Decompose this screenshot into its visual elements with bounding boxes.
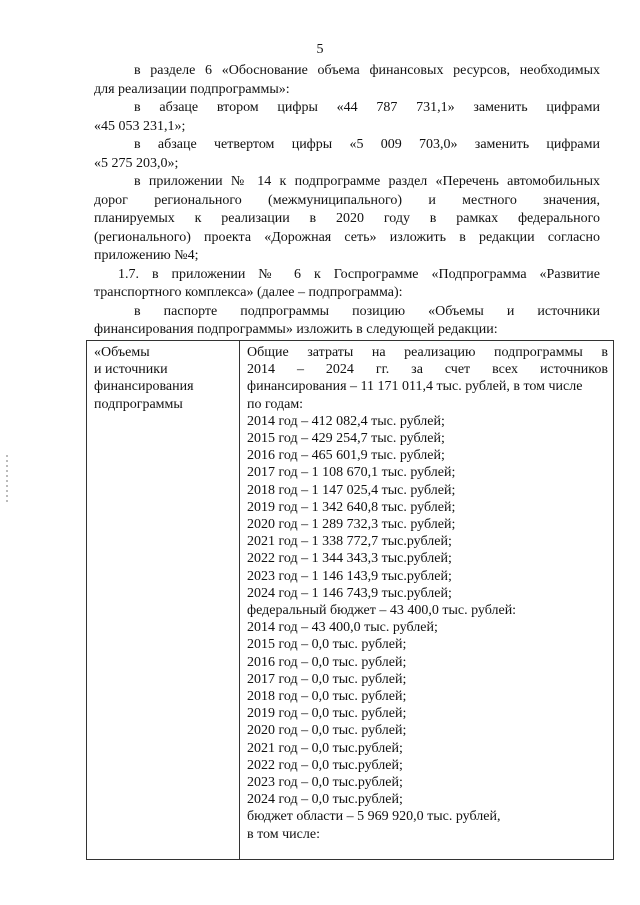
paragraph-line: планируемых к реализации в 2020 году в рамках федерального xyxy=(94,211,600,226)
passport-value-line: 2015 год – 0,0 тыс. рублей; xyxy=(247,637,407,653)
paragraph-line: 1.7. в приложении № 6 к Госпрограмме «Подпрограмма «Развитие xyxy=(118,266,600,282)
passport-value-line: 2018 год – 0,0 тыс. рублей; xyxy=(247,689,407,705)
passport-value-line: федеральный бюджет – 43 400,0 тыс. рублей: xyxy=(247,603,517,619)
passport-value-line: 2021 год – 1 338 772,7 тыс.рублей; xyxy=(247,534,452,550)
passport-label-line: финансирования xyxy=(94,379,194,395)
paragraph-line: «5 275 203,0»; xyxy=(94,155,179,171)
paragraph-line: (регионального) проекта «Дорожная сеть» изложить в редакции согласно xyxy=(94,229,600,245)
passport-value-line: 2023 год – 1 146 143,9 тыс.рублей; xyxy=(247,568,452,584)
paragraph-line: в приложении № 14 к подпрограмме раздел «Перечень автомобильных xyxy=(134,174,600,189)
passport-value-cell xyxy=(240,341,614,860)
passport-value-line: 2016 год – 465 601,9 тыс. рублей; xyxy=(247,448,445,464)
passport-label-line: и источники xyxy=(94,362,168,378)
passport-value-line: 2014 год – 43 400,0 тыс. рублей; xyxy=(247,620,438,636)
paragraph-line: транспортного комплекса» (далее – подпрограмма): xyxy=(94,285,403,300)
page-number: 5 xyxy=(316,42,324,57)
passport-value-line: финансирования – 11 171 011,4 тыс. рублей, в том числе xyxy=(247,379,583,395)
passport-value-line: 2015 год – 429 254,7 тыс. рублей; xyxy=(247,431,445,447)
passport-value-line: 2022 год – 0,0 тыс.рублей; xyxy=(247,757,403,773)
passport-value-line: 2014 год – 412 082,4 тыс. рублей; xyxy=(247,413,445,429)
passport-value-line: 2023 год – 0,0 тыс.рублей; xyxy=(247,775,403,791)
paragraph-line: «45 053 231,1»; xyxy=(94,118,186,134)
paragraph-line: приложению №4; xyxy=(94,248,199,263)
paragraph-line: дорог регионального (межмуниципального) и местного значения, xyxy=(94,192,600,208)
paragraph-line: в паспорте подпрограммы позицию «Объемы и источники xyxy=(134,303,600,319)
paragraph-line: в разделе 6 «Обоснование объема финансовых ресурсов, необходимых xyxy=(134,63,600,78)
passport-value-line: 2024 год – 1 146 743,9 тыс.рублей; xyxy=(247,585,452,601)
passport-value-line: 2019 год – 1 342 640,8 тыс. рублей; xyxy=(247,499,456,515)
paragraph-line: финансирования подпрограммы» изложить в следующей редакции: xyxy=(94,322,498,337)
passport-value-line: Общие затраты на реализацию подпрограммы в xyxy=(247,345,608,360)
paragraph-line: для реализации подпрограммы»: xyxy=(94,81,290,97)
passport-value-line: 2022 год – 1 344 343,3 тыс.рублей; xyxy=(247,551,452,567)
passport-value-line: 2016 год – 0,0 тыс. рублей; xyxy=(247,654,407,670)
passport-value-line: 2017 год – 1 108 670,1 тыс. рублей; xyxy=(247,465,456,481)
paragraph-line: в абзаце втором цифры «44 787 731,1» заменить цифрами xyxy=(134,100,600,115)
passport-value-line: 2018 год – 1 147 025,4 тыс. рублей; xyxy=(247,482,456,498)
passport-value-line: 2017 год – 0,0 тыс. рублей; xyxy=(247,671,407,687)
scan-artifact xyxy=(6,455,8,503)
passport-label-line: «Объемы xyxy=(94,345,150,360)
passport-value-line: по годам: xyxy=(247,396,304,412)
passport-table xyxy=(86,340,614,860)
passport-value-line: в том числе: xyxy=(247,826,320,842)
passport-value-line: бюджет области – 5 969 920,0 тыс. рублей, xyxy=(247,809,501,825)
passport-row xyxy=(87,341,614,860)
paragraph-line: в абзаце четвертом цифры «5 009 703,0» заменить цифрами xyxy=(134,137,600,152)
passport-value-line: 2024 год – 0,0 тыс.рублей; xyxy=(247,792,403,808)
passport-value-line: 2019 год – 0,0 тыс. рублей; xyxy=(247,706,407,722)
passport-label-cell xyxy=(87,341,240,860)
passport-value-line: 2020 год – 1 289 732,3 тыс. рублей; xyxy=(247,517,456,533)
passport-value-line: 2020 год – 0,0 тыс. рублей; xyxy=(247,723,407,739)
passport-label-line: подпрограммы xyxy=(94,396,183,412)
passport-value-line: 2021 год – 0,0 тыс.рублей; xyxy=(247,740,403,756)
passport-value-line: 2014 – 2024 гг. за счет всех источников xyxy=(247,362,608,378)
body-text xyxy=(94,62,600,340)
